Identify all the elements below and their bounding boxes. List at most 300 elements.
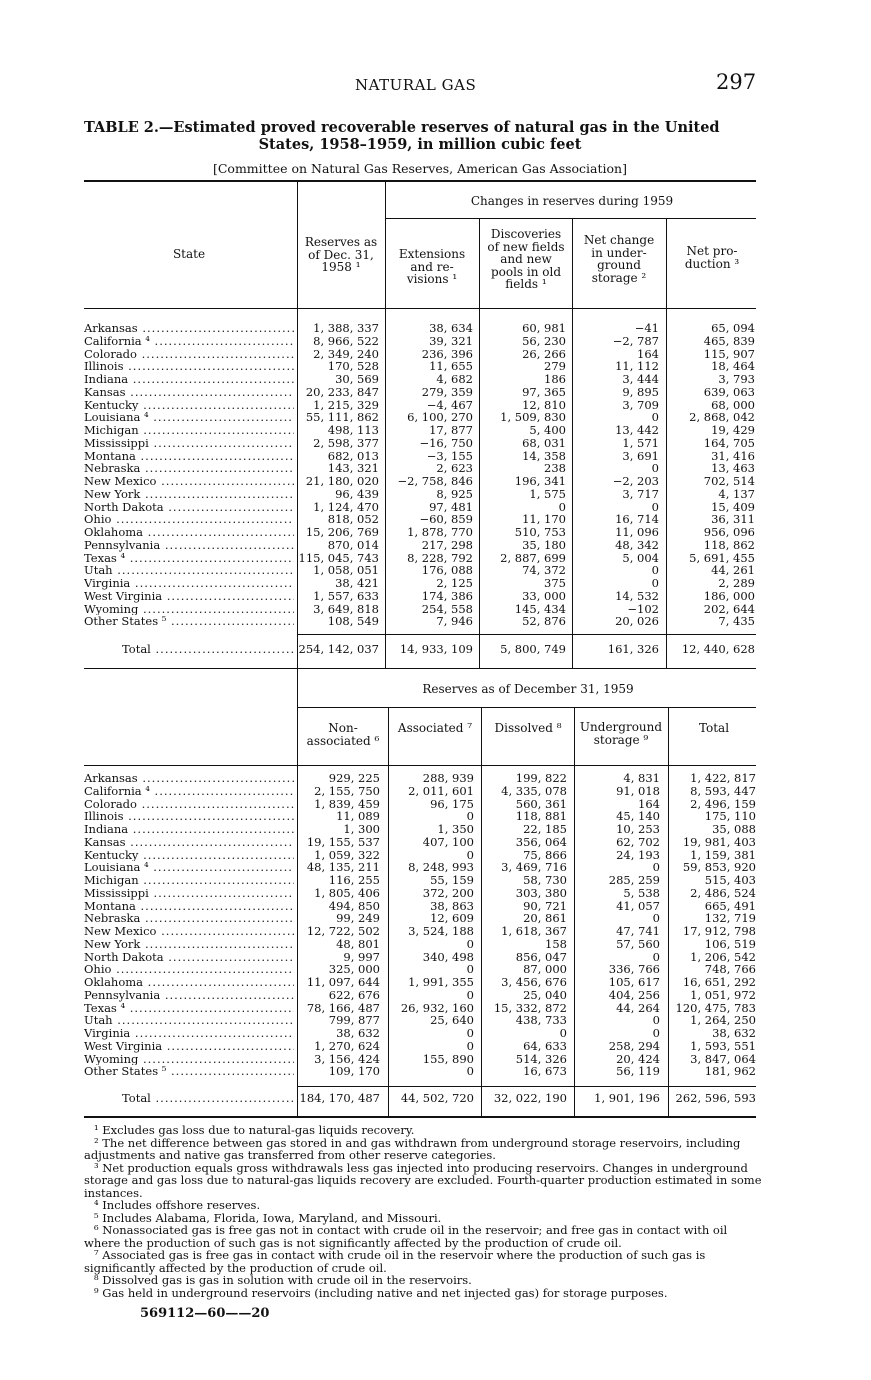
state-label: New York ..... [84, 488, 294, 501]
table-cell: 2, 623 [436, 461, 473, 476]
state-label: Colorado ..... [84, 798, 294, 811]
table-cell: 1, 593, 551 [690, 1038, 756, 1053]
state-label: Pennsylvania ..... [84, 539, 294, 552]
table-cell: 1, 509, 830 [500, 410, 566, 425]
table-cell: 20, 424 [616, 1051, 660, 1066]
table-cell: 62, 702 [616, 834, 660, 849]
table-cell: 26, 266 [522, 346, 566, 361]
table-cell: 170, 528 [327, 359, 379, 374]
section-divider-rule [84, 668, 756, 669]
table-cell: 164 [637, 346, 659, 361]
state-label: Wyoming ..... [84, 603, 294, 616]
header-bottom-rule-1 [84, 308, 756, 309]
table-cell: 0 [466, 809, 474, 824]
footnote: ⁵ Includes Alabama, Florida, Iowa, Maryland, and Missouri. [94, 1210, 442, 1225]
state-label: Montana ..... [84, 900, 294, 913]
state-label: Illinois ..... [84, 810, 294, 823]
state-label: Louisiana ⁴ ..... [84, 411, 294, 424]
table-cell: 0 [466, 847, 474, 862]
state-label: Kentucky ..... [84, 399, 294, 412]
header-dissolved: Dissolved ⁸ [494, 721, 562, 735]
footnote: ⁶ Nonassociated gas is free gas not in contact with crude oil in the reservoir; and free gas in contact with oil where the production of such gas is not significantly affected by the production of crude oil. [84, 1223, 728, 1250]
table-cell: 3, 793 [718, 372, 755, 386]
table-cell: 560, 361 [515, 796, 567, 811]
table-cell: 11, 112 [615, 359, 659, 374]
table-cell: 702, 514 [703, 474, 755, 488]
table-cell: 498, 113 [327, 423, 379, 437]
table-cell: 5, 691, 455 [689, 550, 755, 565]
table-cell: 5, 800, 749 [500, 642, 566, 656]
table-cell: 25, 040 [523, 987, 567, 1002]
group-header-rule-2 [298, 707, 756, 708]
table-cell: 47, 741 [616, 924, 660, 938]
table-cell: 1, 575 [529, 486, 566, 501]
table-cell: 1, 300 [343, 822, 380, 836]
header-underground: Underground storage ⁹ [579, 720, 663, 747]
table-cell: 175, 110 [704, 809, 756, 824]
state-label: California ⁴ ..... [84, 785, 294, 798]
table-cell: 78, 166, 487 [306, 1000, 380, 1015]
table-title-line1: TABLE 2.—Estimated proved recoverable reserves of natural gas in the United [84, 119, 720, 136]
table-cell: 44, 502, 720 [400, 1091, 474, 1105]
table-cell: 41, 057 [616, 898, 660, 913]
state-label: Michigan ..... [84, 874, 294, 887]
state-label: Arkansas ..... [84, 772, 294, 785]
running-head: NATURAL GAS [355, 76, 477, 94]
state-label: Colorado ..... [84, 348, 294, 361]
footnotes [84, 1124, 762, 1299]
table-cell: 514, 326 [515, 1051, 567, 1066]
table-cell: 303, 380 [515, 885, 567, 900]
table-cell: 1, 215, 329 [313, 397, 379, 412]
table-cell: 56, 230 [522, 333, 566, 348]
table-cell: 0 [652, 1013, 660, 1028]
state-label: Virginia ..... [84, 1027, 294, 1040]
table-cell: 0 [558, 499, 566, 514]
table-cell: 143, 321 [327, 461, 379, 476]
table-cell: 1, 059, 322 [314, 847, 380, 862]
table-cell: 5, 004 [622, 550, 659, 565]
table-cell: 4, 335, 078 [501, 783, 567, 798]
table-cell: 55, 159 [430, 873, 474, 887]
state-label: Louisiana ⁴ ..... [84, 861, 294, 874]
table-cell: 238 [544, 461, 566, 476]
state-label: West Virginia ..... [84, 1040, 294, 1053]
table-cell: 0 [466, 1038, 474, 1053]
table-cell: 48, 135, 211 [306, 860, 380, 875]
table-cell: 25, 640 [430, 1013, 474, 1028]
table-cell: 16, 673 [523, 1064, 567, 1079]
table-cell: 38, 634 [429, 321, 473, 335]
table-cell: 36, 311 [711, 512, 755, 527]
table-cell: 375 [544, 576, 566, 590]
table-cell: 60, 981 [522, 321, 566, 335]
state-label: Wyoming ..... [84, 1053, 294, 1066]
table-cell: 4, 137 [718, 486, 755, 501]
state-label: North Dakota ..... [84, 501, 294, 514]
header-discoveries: Discoveries of new fields and new pools in old fields ¹ [487, 227, 565, 291]
table-cell: −60, 859 [419, 512, 473, 527]
table-cell: 0 [652, 949, 660, 964]
table-cell: 21, 180, 020 [305, 474, 379, 488]
header-net-production: Net pro-duction ³ [684, 244, 740, 271]
state-label: New York ..... [84, 938, 294, 951]
table-cell: 6, 100, 270 [407, 410, 473, 425]
total-label: Total ..... [122, 643, 294, 656]
header-reserves-1958: Reserves as of Dec. 31, 1958 ¹ [304, 235, 378, 274]
table-cell: 91, 018 [616, 783, 660, 798]
table-cell: 184, 170, 487 [299, 1091, 380, 1105]
table-cell: 1, 805, 406 [314, 885, 380, 900]
table-cell: 32, 022, 190 [493, 1091, 567, 1105]
table-cell: 2, 125 [436, 576, 473, 590]
table-cell: 16, 714 [615, 512, 659, 527]
table-cell: 64, 633 [523, 1038, 567, 1053]
footnote: ⁹ Gas held in underground reservoirs (including native and net injected gas) for storage purposes. [94, 1285, 668, 1300]
table-cell: 1, 557, 633 [313, 588, 379, 603]
table-cell: 48, 801 [336, 936, 380, 951]
table-cell: 856, 047 [515, 949, 567, 964]
table-cell: 639, 063 [703, 384, 755, 399]
table-title-line2: States, 1958–1959, in million cubic feet [258, 136, 582, 153]
table-cell: 13, 442 [615, 423, 659, 437]
print-code: 569112—60——20 [140, 1306, 270, 1321]
table-cell: 279 [544, 359, 566, 374]
footnote: ³ Net production equals gross withdrawals less gas injected into producing reservoirs. Changes in underground storage and gas loss due to natural-gas liquids recovery are excluded. Fourth-quarter production estimated in some instances. [84, 1160, 762, 1200]
table-cell: 1, 124, 470 [313, 499, 379, 514]
table-cell: 176, 088 [421, 563, 473, 578]
table-cell: 1, 270, 624 [314, 1038, 380, 1053]
state-label: Arkansas ..... [84, 322, 294, 335]
table-cell: 186 [544, 372, 566, 386]
table-cell: 515, 403 [704, 873, 756, 887]
table-cell: 38, 863 [430, 898, 474, 913]
state-label: Utah ..... [84, 1014, 294, 1027]
table-cell: 90, 721 [523, 898, 567, 913]
header-changes-group: Changes in reserves during 1959 [470, 194, 674, 208]
table-cell: 0 [466, 962, 474, 977]
table-cell: 3, 156, 424 [314, 1051, 380, 1066]
table-cell: 217, 298 [421, 537, 473, 552]
table-cell: 494, 850 [328, 898, 380, 913]
table-cell: 164 [638, 796, 660, 811]
state-label: Indiana ..... [84, 373, 294, 386]
table-cell: 4, 831 [623, 771, 660, 785]
header-nonassociated: Non-associated ⁶ [306, 721, 380, 748]
footnote: ⁷ Associated gas is free gas in contact with crude oil in the reservoir where the production of such gas is significantly affected by the production of crude oil. [84, 1248, 706, 1275]
table-cell: 2, 598, 377 [313, 435, 379, 450]
table-cell: 340, 498 [422, 949, 474, 964]
table-cell: 145, 434 [514, 601, 566, 616]
table-cell: 17, 877 [429, 423, 473, 437]
page-number: 297 [716, 70, 757, 94]
state-label: West Virginia ..... [84, 590, 294, 603]
table-cell: 0 [651, 499, 659, 514]
table-cell: 8, 966, 522 [313, 333, 379, 348]
state-label: Virginia ..... [84, 577, 294, 590]
table-cell: 356, 064 [515, 834, 567, 849]
table-cell: 199, 822 [515, 771, 567, 785]
table-cell: 3, 469, 716 [501, 860, 567, 875]
table-cell: 20, 233, 847 [305, 384, 379, 399]
state-label: New Mexico ..... [84, 925, 294, 938]
state-label: Texas ⁴ ..... [84, 552, 294, 565]
table-cell: 11, 097, 644 [306, 975, 380, 989]
table-cell: 15, 332, 872 [493, 1000, 567, 1015]
table-cell: 5, 538 [623, 885, 660, 900]
table-cell: 3, 456, 676 [501, 975, 567, 989]
total-rule-2 [298, 1086, 756, 1087]
table-cell: 68, 000 [711, 397, 755, 412]
footnote: ¹ Excludes gas loss due to natural-gas liquids recovery. [94, 1123, 415, 1137]
table-cell: 56, 119 [616, 1064, 660, 1079]
table-cell: 3, 847, 064 [690, 1051, 756, 1066]
table-cell: 19, 429 [711, 423, 755, 437]
table-cell: 12, 609 [430, 911, 474, 926]
table-cell: 57, 560 [616, 936, 660, 951]
table-cell: 108, 549 [327, 614, 379, 629]
table-cell: 682, 013 [327, 448, 379, 463]
state-label: Kentucky ..... [84, 849, 294, 862]
table-cell: 1, 058, 051 [313, 563, 379, 578]
table-cell: 186, 000 [703, 588, 755, 603]
table-cell: 8, 228, 792 [407, 550, 473, 565]
table-cell: 38, 421 [335, 576, 379, 590]
table-cell: 7, 435 [718, 614, 755, 629]
table-cell: 75, 866 [523, 847, 567, 862]
table-cell: 38, 632 [712, 1026, 756, 1040]
table-cell: 132, 719 [704, 911, 756, 926]
table-cell: 0 [651, 461, 659, 476]
table-cell: 96, 439 [335, 486, 379, 501]
state-label: Oklahoma ..... [84, 976, 294, 989]
table-cell: 0 [651, 576, 659, 590]
table-cell: 465, 839 [703, 333, 755, 348]
table-cell: 1, 350 [437, 822, 474, 836]
table-cell: 404, 256 [608, 987, 660, 1002]
table-cell: 279, 359 [421, 384, 473, 399]
table-cell: 87, 000 [523, 962, 567, 977]
table-cell: 2, 486, 524 [690, 885, 756, 900]
footnote: ⁸ Dissolved gas is gas in solution with crude oil in the reservoirs. [94, 1273, 472, 1287]
table-cell: 59, 853, 920 [682, 860, 756, 875]
table-cell: 16, 651, 292 [682, 975, 756, 989]
table-cell: 11, 096 [615, 525, 659, 539]
table-cell: 11, 170 [522, 512, 566, 527]
state-label: Nebraska ..... [84, 912, 294, 925]
table-cell: 39, 321 [429, 333, 473, 348]
table-cell: 2, 868, 042 [689, 410, 755, 425]
table-cell: 3, 444 [622, 372, 659, 386]
table-cell: 44, 264 [616, 1000, 660, 1015]
table-cell: 1, 991, 355 [408, 975, 474, 989]
table-cell: 174, 386 [421, 588, 473, 603]
state-label: Ohio ..... [84, 963, 294, 976]
table-cell: 336, 766 [608, 962, 660, 977]
table-cell: 3, 649, 818 [313, 601, 379, 616]
table-cell: 254, 558 [421, 601, 473, 616]
table-source: [Committee on Natural Gas Reserves, American Gas Association] [212, 161, 627, 176]
table-cell: 1, 901, 196 [594, 1091, 660, 1105]
state-label: Mississippi ..... [84, 437, 294, 450]
table-cell: 0 [559, 1026, 567, 1040]
table-cell: 38, 632 [336, 1026, 380, 1040]
table-cell: 870, 014 [327, 537, 379, 552]
table-cell: 3, 524, 188 [408, 924, 474, 938]
table-cell: 956, 096 [703, 525, 755, 539]
table-cell: 665, 491 [704, 898, 756, 913]
header-total: Total [698, 721, 730, 735]
table-cell: 3, 691 [622, 448, 659, 463]
table-cell: 0 [651, 410, 659, 425]
table-cell: 161, 326 [607, 642, 659, 656]
table-cell: 68, 031 [522, 435, 566, 450]
table-cell: 510, 753 [514, 525, 566, 539]
header-associated: Associated ⁷ [397, 721, 473, 735]
table-cell: 2, 289 [718, 576, 755, 590]
table-cell: 115, 907 [703, 346, 755, 361]
table-cell: 58, 730 [523, 873, 567, 887]
table-cell: 9, 997 [343, 949, 380, 964]
table-cell: 8, 593, 447 [690, 783, 756, 798]
table-cell: 118, 862 [703, 537, 755, 552]
table-cell: −4, 467 [426, 397, 473, 412]
table-cell: 11, 655 [429, 359, 473, 374]
table-cell: 236, 396 [421, 346, 473, 361]
footnote: ⁴ Includes offshore reserves. [94, 1198, 261, 1212]
table-cell: 48, 342 [615, 537, 659, 552]
total-rule-1 [298, 634, 756, 635]
table-cell: 438, 733 [515, 1013, 567, 1028]
table-cell: 15, 206, 769 [305, 525, 379, 539]
table-cell: 109, 170 [328, 1064, 380, 1079]
table-cell: 17, 912, 798 [682, 924, 756, 938]
table-cell: 45, 140 [616, 809, 660, 824]
header-net-change: Net change in under-ground storage ² [583, 233, 655, 285]
table-cell: 622, 676 [328, 987, 380, 1002]
table-cell: 1, 264, 250 [690, 1013, 756, 1028]
table-cell: 0 [652, 911, 660, 926]
state-label: California ⁴ ..... [84, 335, 294, 348]
table-cell: 0 [466, 987, 474, 1002]
table-cell: 0 [651, 563, 659, 578]
table-cell: 288, 939 [422, 771, 474, 785]
table-cell: 4, 682 [436, 372, 473, 386]
table-cell: 818, 052 [327, 512, 379, 527]
table-cell: 1, 388, 337 [313, 321, 379, 335]
table-cell: 372, 200 [422, 885, 474, 900]
table-cell: 12, 810 [522, 397, 566, 412]
table-cell: 3, 717 [622, 486, 659, 501]
table-cell: 1, 839, 459 [314, 796, 380, 811]
state-label: Kansas ..... [84, 386, 294, 399]
table-cell: 14, 358 [522, 448, 566, 463]
table-cell: −2, 203 [612, 474, 659, 488]
state-label: North Dakota ..... [84, 951, 294, 964]
table-cell: 14, 933, 109 [399, 642, 473, 656]
state-label: Michigan ..... [84, 424, 294, 437]
table-cell: 7, 946 [436, 614, 473, 629]
table-cell: 20, 026 [615, 614, 659, 629]
state-label: Illinois ..... [84, 360, 294, 373]
table-cell: 35, 088 [712, 822, 756, 836]
table-cell: 258, 294 [608, 1038, 660, 1053]
table-cell: 97, 481 [429, 499, 473, 514]
table-cell: 35, 180 [522, 537, 566, 552]
footnote: ² The net difference between gas stored in and gas withdrawn from underground storage reservoirs, including adjustments and native gas transferred from other reserve categories. [84, 1135, 741, 1162]
table-cell: 26, 932, 160 [400, 1000, 474, 1015]
table-cell: −41 [634, 321, 659, 335]
state-label: Indiana ..... [84, 823, 294, 836]
state-label: Other States ⁵ ..... [84, 1065, 294, 1078]
table-cell: 74, 372 [522, 563, 566, 578]
state-label: New Mexico ..... [84, 475, 294, 488]
table-cell: 44, 261 [711, 563, 755, 578]
table-cell: 1, 422, 817 [690, 771, 756, 785]
table-cell: 24, 193 [616, 847, 660, 862]
state-label: Texas ⁴ ..... [84, 1002, 294, 1015]
table-cell: 155, 890 [422, 1051, 474, 1066]
table-cell: 181, 962 [704, 1064, 756, 1079]
table-cell: 1, 618, 367 [501, 924, 567, 938]
table-cell: 2, 349, 240 [313, 346, 379, 361]
table-cell: 2, 011, 601 [408, 783, 474, 798]
table-cell: 254, 142, 037 [298, 642, 379, 656]
table-cell: 118, 881 [515, 809, 567, 824]
header-state: State [172, 247, 206, 261]
table-cell: 0 [466, 936, 474, 951]
table-cell: 196, 341 [514, 474, 566, 488]
state-label: Ohio ..... [84, 513, 294, 526]
table-cell: 2, 887, 699 [500, 550, 566, 565]
table-cell: 5, 400 [529, 423, 566, 437]
table-cell: 65, 094 [711, 321, 755, 335]
table-cell: 15, 409 [711, 499, 755, 514]
table-cell: 22, 185 [523, 822, 567, 836]
table-cell: 0 [466, 1064, 474, 1079]
table-cell: 105, 617 [608, 975, 660, 989]
state-label: Oklahoma ..... [84, 526, 294, 539]
table-cell: 20, 861 [523, 911, 567, 926]
table-cell: −102 [627, 601, 659, 616]
table-cell: 96, 175 [430, 796, 474, 811]
table-cell: 18, 464 [711, 359, 755, 374]
table-cell: −2, 758, 846 [397, 474, 473, 488]
table-cell: 748, 766 [704, 962, 756, 977]
table-cell: 2, 496, 159 [690, 796, 756, 811]
table-cell: 1, 051, 972 [690, 987, 756, 1002]
table-top-rule [84, 180, 756, 182]
table-cell: 164, 705 [703, 435, 755, 450]
state-label: Nebraska ..... [84, 462, 294, 475]
header-bottom-rule-2 [84, 765, 756, 766]
table-cell: 10, 253 [616, 822, 660, 836]
table-cell: 116, 255 [328, 873, 380, 887]
table-cell: 12, 722, 502 [306, 924, 380, 938]
table-cell: −3, 155 [426, 448, 473, 463]
table-cell: 99, 249 [336, 911, 380, 926]
state-label: Montana ..... [84, 450, 294, 463]
table-cell: 9, 895 [622, 384, 659, 399]
table-cell: 262, 596, 593 [675, 1091, 756, 1105]
table-title [84, 119, 756, 153]
table-cell: 799, 877 [328, 1013, 380, 1028]
table-cell: 407, 100 [422, 834, 474, 849]
table-cell: 106, 519 [704, 936, 756, 951]
table-cell: 30, 569 [335, 372, 379, 386]
table-cell: 120, 475, 783 [675, 1000, 756, 1015]
table-cell: −2, 787 [612, 333, 659, 348]
